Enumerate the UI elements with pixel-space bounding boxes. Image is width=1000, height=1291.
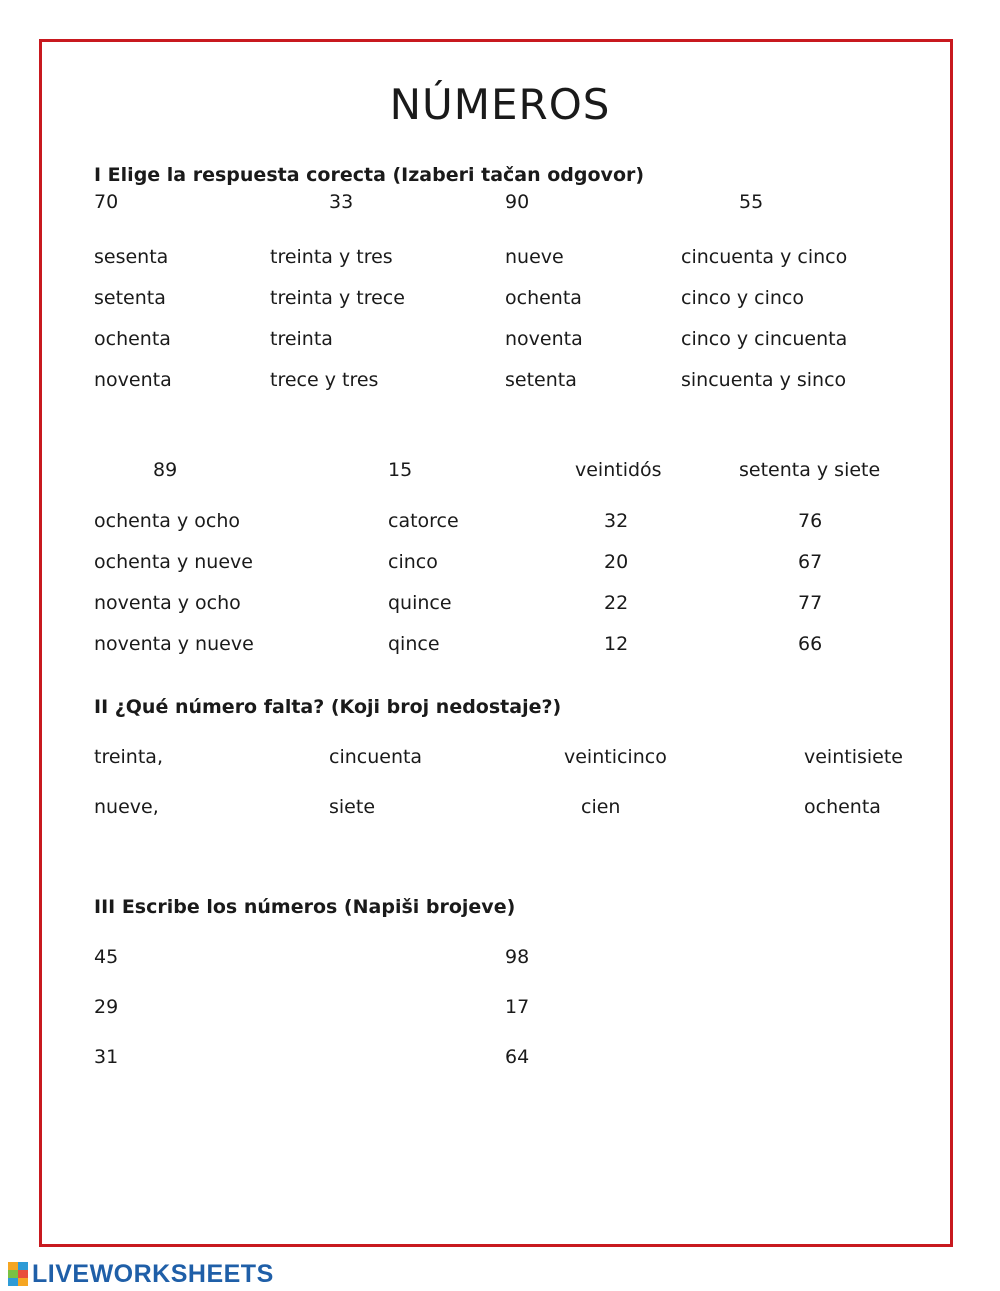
answer-option[interactable]: 77 <box>798 592 823 614</box>
sequence-item: treinta, <box>94 746 163 768</box>
section-1-heading: I Elige la respuesta corecta (Izaberi tačan odgovor) <box>94 164 645 186</box>
section-2-heading: II ¿Qué número falta? (Koji broj nedostaje?) <box>94 696 562 718</box>
liveworksheets-logo <box>8 1260 274 1288</box>
answer-option[interactable]: cinco y cinco <box>681 287 804 309</box>
number-to-write: 64 <box>505 1046 530 1068</box>
answer-option[interactable]: 22 <box>604 592 629 614</box>
answer-option[interactable]: ochenta y ocho <box>94 510 240 532</box>
answer-option[interactable]: quince <box>388 592 452 614</box>
answer-option[interactable]: noventa <box>505 328 583 350</box>
answer-option[interactable]: noventa <box>94 369 172 391</box>
prompt-number: 89 <box>153 459 178 481</box>
answer-option[interactable]: 12 <box>604 633 629 655</box>
sequence-item: nueve, <box>94 796 159 818</box>
prompt-number: 15 <box>388 459 413 481</box>
number-to-write: 45 <box>94 946 119 968</box>
prompt-number: 90 <box>505 191 530 213</box>
answer-option[interactable]: cincuenta y cinco <box>681 246 848 268</box>
answer-option[interactable]: treinta <box>270 328 333 350</box>
answer-option[interactable]: catorce <box>388 510 459 532</box>
answer-option[interactable]: noventa y ocho <box>94 592 241 614</box>
answer-option[interactable]: ochenta <box>94 328 171 350</box>
answer-option[interactable]: 32 <box>604 510 629 532</box>
answer-option[interactable]: ochenta <box>505 287 582 309</box>
section-3-heading: III Escribe los números (Napiši brojeve) <box>94 896 516 918</box>
prompt-number: 33 <box>329 191 354 213</box>
answer-option[interactable]: setenta <box>505 369 577 391</box>
answer-option[interactable]: treinta y trece <box>270 287 405 309</box>
sequence-item: siete <box>329 796 376 818</box>
answer-option[interactable]: sesenta <box>94 246 169 268</box>
number-to-write: 29 <box>94 996 119 1018</box>
answer-option[interactable]: 66 <box>798 633 823 655</box>
prompt-number: setenta y siete <box>739 459 881 481</box>
answer-option[interactable]: 20 <box>604 551 629 573</box>
sequence-item: veintisiete <box>804 746 903 768</box>
answer-option[interactable]: setenta <box>94 287 166 309</box>
prompt-number: veintidós <box>575 459 662 481</box>
sequence-item: cien <box>581 796 621 818</box>
number-to-write: 17 <box>505 996 530 1018</box>
logo-badge-icon <box>8 1262 28 1286</box>
prompt-number: 55 <box>739 191 764 213</box>
sequence-item: veinticinco <box>564 746 667 768</box>
answer-option[interactable]: sincuenta y sinco <box>681 369 847 391</box>
answer-option[interactable]: treinta y tres <box>270 246 393 268</box>
answer-option[interactable]: qince <box>388 633 440 655</box>
logo-text: LIVEWORKSHEETS <box>32 1259 274 1288</box>
number-to-write: 31 <box>94 1046 119 1068</box>
answer-option[interactable]: noventa y nueve <box>94 633 254 655</box>
answer-option[interactable]: 76 <box>798 510 823 532</box>
sequence-item: cincuenta <box>329 746 423 768</box>
sequence-item: ochenta <box>804 796 881 818</box>
number-to-write: 98 <box>505 946 530 968</box>
prompt-number: 70 <box>94 191 119 213</box>
answer-option[interactable]: nueve <box>505 246 564 268</box>
answer-option[interactable]: trece y tres <box>270 369 379 391</box>
page-title: NÚMEROS <box>389 80 611 129</box>
answer-option[interactable]: ochenta y nueve <box>94 551 253 573</box>
answer-option[interactable]: cinco <box>388 551 438 573</box>
answer-option[interactable]: cinco y cincuenta <box>681 328 848 350</box>
answer-option[interactable]: 67 <box>798 551 823 573</box>
